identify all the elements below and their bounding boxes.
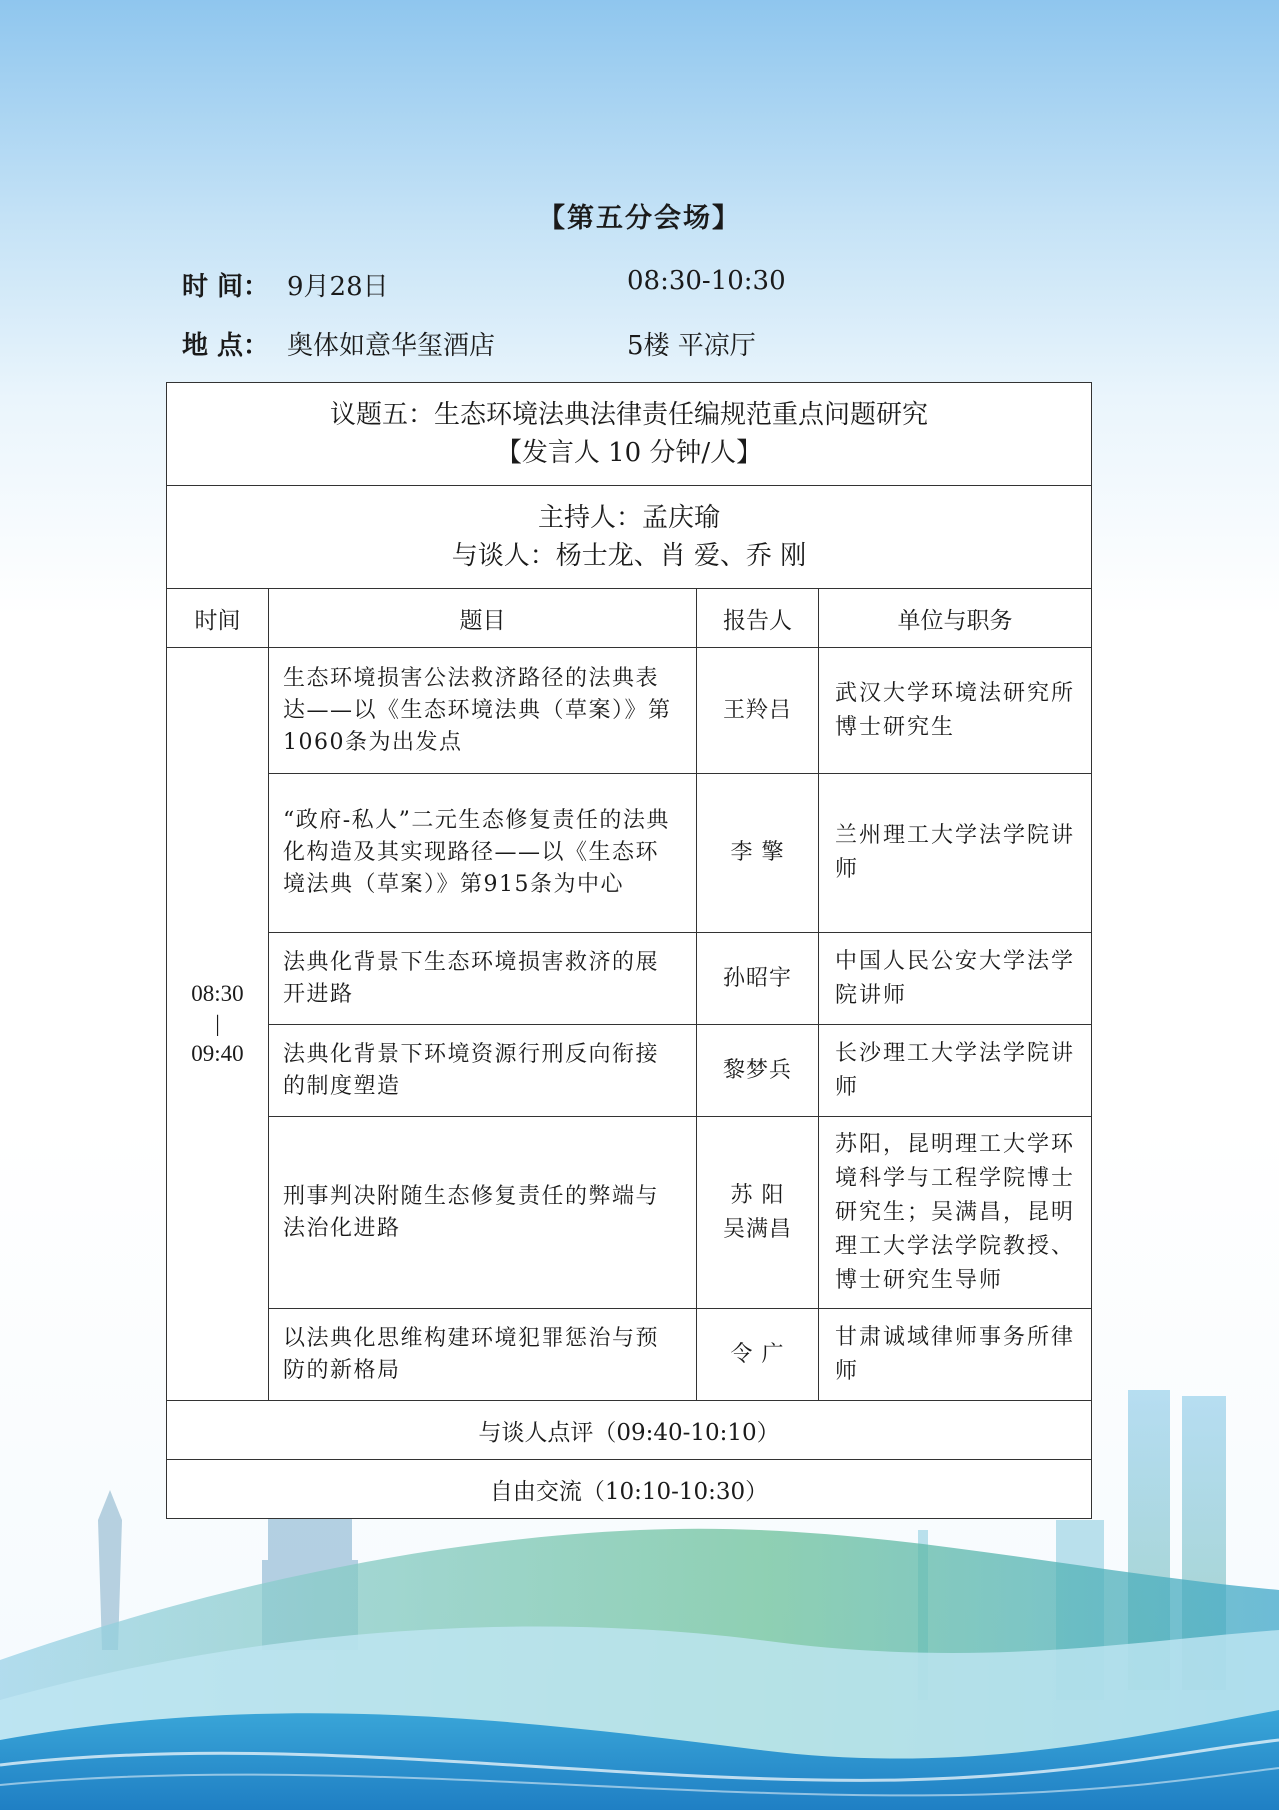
affiliation: 苏阳，昆明理工大学环境科学与工程学院博士研究生；吴满昌，昆明理工大学法学院教授、博士研究生导师 xyxy=(819,1117,1092,1309)
speaker-name: 黎梦兵 xyxy=(722,1057,792,1083)
date-value: 9月28日 xyxy=(287,272,389,302)
header-affiliation: 单位与职务 xyxy=(819,589,1092,648)
host-line: 主持人：孟庆瑜 xyxy=(537,503,720,533)
table-row xyxy=(167,1309,1092,1401)
talk-title: 以法典化思维构建环境犯罪惩治与预防的新格局 xyxy=(269,1309,697,1401)
affiliation: 长沙理工大学法学院讲师 xyxy=(819,1025,1092,1117)
speaker-time-note: 【发言人 10 分钟/人】 xyxy=(495,438,763,468)
hall-value: 5楼 平凉厅 xyxy=(627,331,756,361)
speaker xyxy=(697,648,819,774)
talk-title: 法典化背景下生态环境损害救济的展开进路 xyxy=(269,933,697,1025)
talk-title: 法典化背景下环境资源行刑反向衔接的制度塑造 xyxy=(269,1025,697,1117)
table-row xyxy=(167,933,1092,1025)
speaker-name: 令 广 xyxy=(730,1341,785,1367)
speaker xyxy=(697,933,819,1025)
talk-title: 生态环境损害公法救济路径的法典表达——以《生态环境法典（草案）》第1060条为出发点 xyxy=(269,648,697,774)
comment-cell: 与谈人点评（09:40-10:10） xyxy=(167,1401,1092,1460)
speaker-name-2: 吴满昌 xyxy=(722,1216,792,1242)
talk-title: 刑事判决附随生态修复责任的弊端与法治化进路 xyxy=(269,1117,697,1309)
time-row xyxy=(182,266,786,303)
affiliation: 甘肃诚域律师事务所律师 xyxy=(819,1309,1092,1401)
schedule-table xyxy=(166,382,1092,1519)
venue-value: 奥体如意华玺酒店 xyxy=(287,331,496,361)
affiliation: 武汉大学环境法研究所博士研究生 xyxy=(819,648,1092,774)
header-title: 题目 xyxy=(269,589,697,648)
slot-end: 09:40 xyxy=(191,1041,244,1066)
topic-cell xyxy=(167,383,1092,486)
discussants-line: 与谈人：杨士龙、肖 爱、乔 刚 xyxy=(451,541,807,571)
table-row xyxy=(167,774,1092,933)
speaker xyxy=(697,774,819,933)
time-label: 时 间： xyxy=(182,272,270,302)
place-label: 地 点： xyxy=(182,331,270,361)
speaker xyxy=(697,1025,819,1117)
free-exchange-row xyxy=(167,1460,1092,1519)
session-title: 【第五分会场】 xyxy=(538,203,741,234)
slot-start: 08:30 xyxy=(191,981,244,1006)
speaker-name: 孙昭宇 xyxy=(722,965,792,991)
speaker xyxy=(697,1309,819,1401)
table-row xyxy=(167,1117,1092,1309)
table-row xyxy=(167,648,1092,774)
table-row xyxy=(167,1025,1092,1117)
speaker-name: 王羚吕 xyxy=(722,697,792,723)
comment-row xyxy=(167,1401,1092,1460)
header-time: 时间 xyxy=(167,589,269,648)
slot-separator: | xyxy=(215,1011,220,1036)
header-speaker: 报告人 xyxy=(697,589,819,648)
affiliation: 兰州理工大学法学院讲师 xyxy=(819,774,1092,933)
host-cell xyxy=(167,486,1092,589)
time-range-value: 08:30-10:30 xyxy=(627,266,786,296)
time-slot-cell xyxy=(167,648,269,1401)
speaker-name: 苏 阳 xyxy=(730,1182,785,1208)
place-row xyxy=(182,325,756,362)
talk-title: “政府-私人”二元生态修复责任的法典化构造及其实现路径——以《生态环境法典（草案）》第915条为中心 xyxy=(269,774,697,933)
speaker-name: 李 擎 xyxy=(730,840,785,865)
topic-title: 议题五：生态环境法典法律责任编规范重点问题研究 xyxy=(329,400,928,430)
speaker xyxy=(697,1117,819,1309)
affiliation: 中国人民公安大学法学院讲师 xyxy=(819,933,1092,1025)
free-exchange-cell: 自由交流（10:10-10:30） xyxy=(167,1460,1092,1519)
table-header-row xyxy=(167,589,1092,648)
